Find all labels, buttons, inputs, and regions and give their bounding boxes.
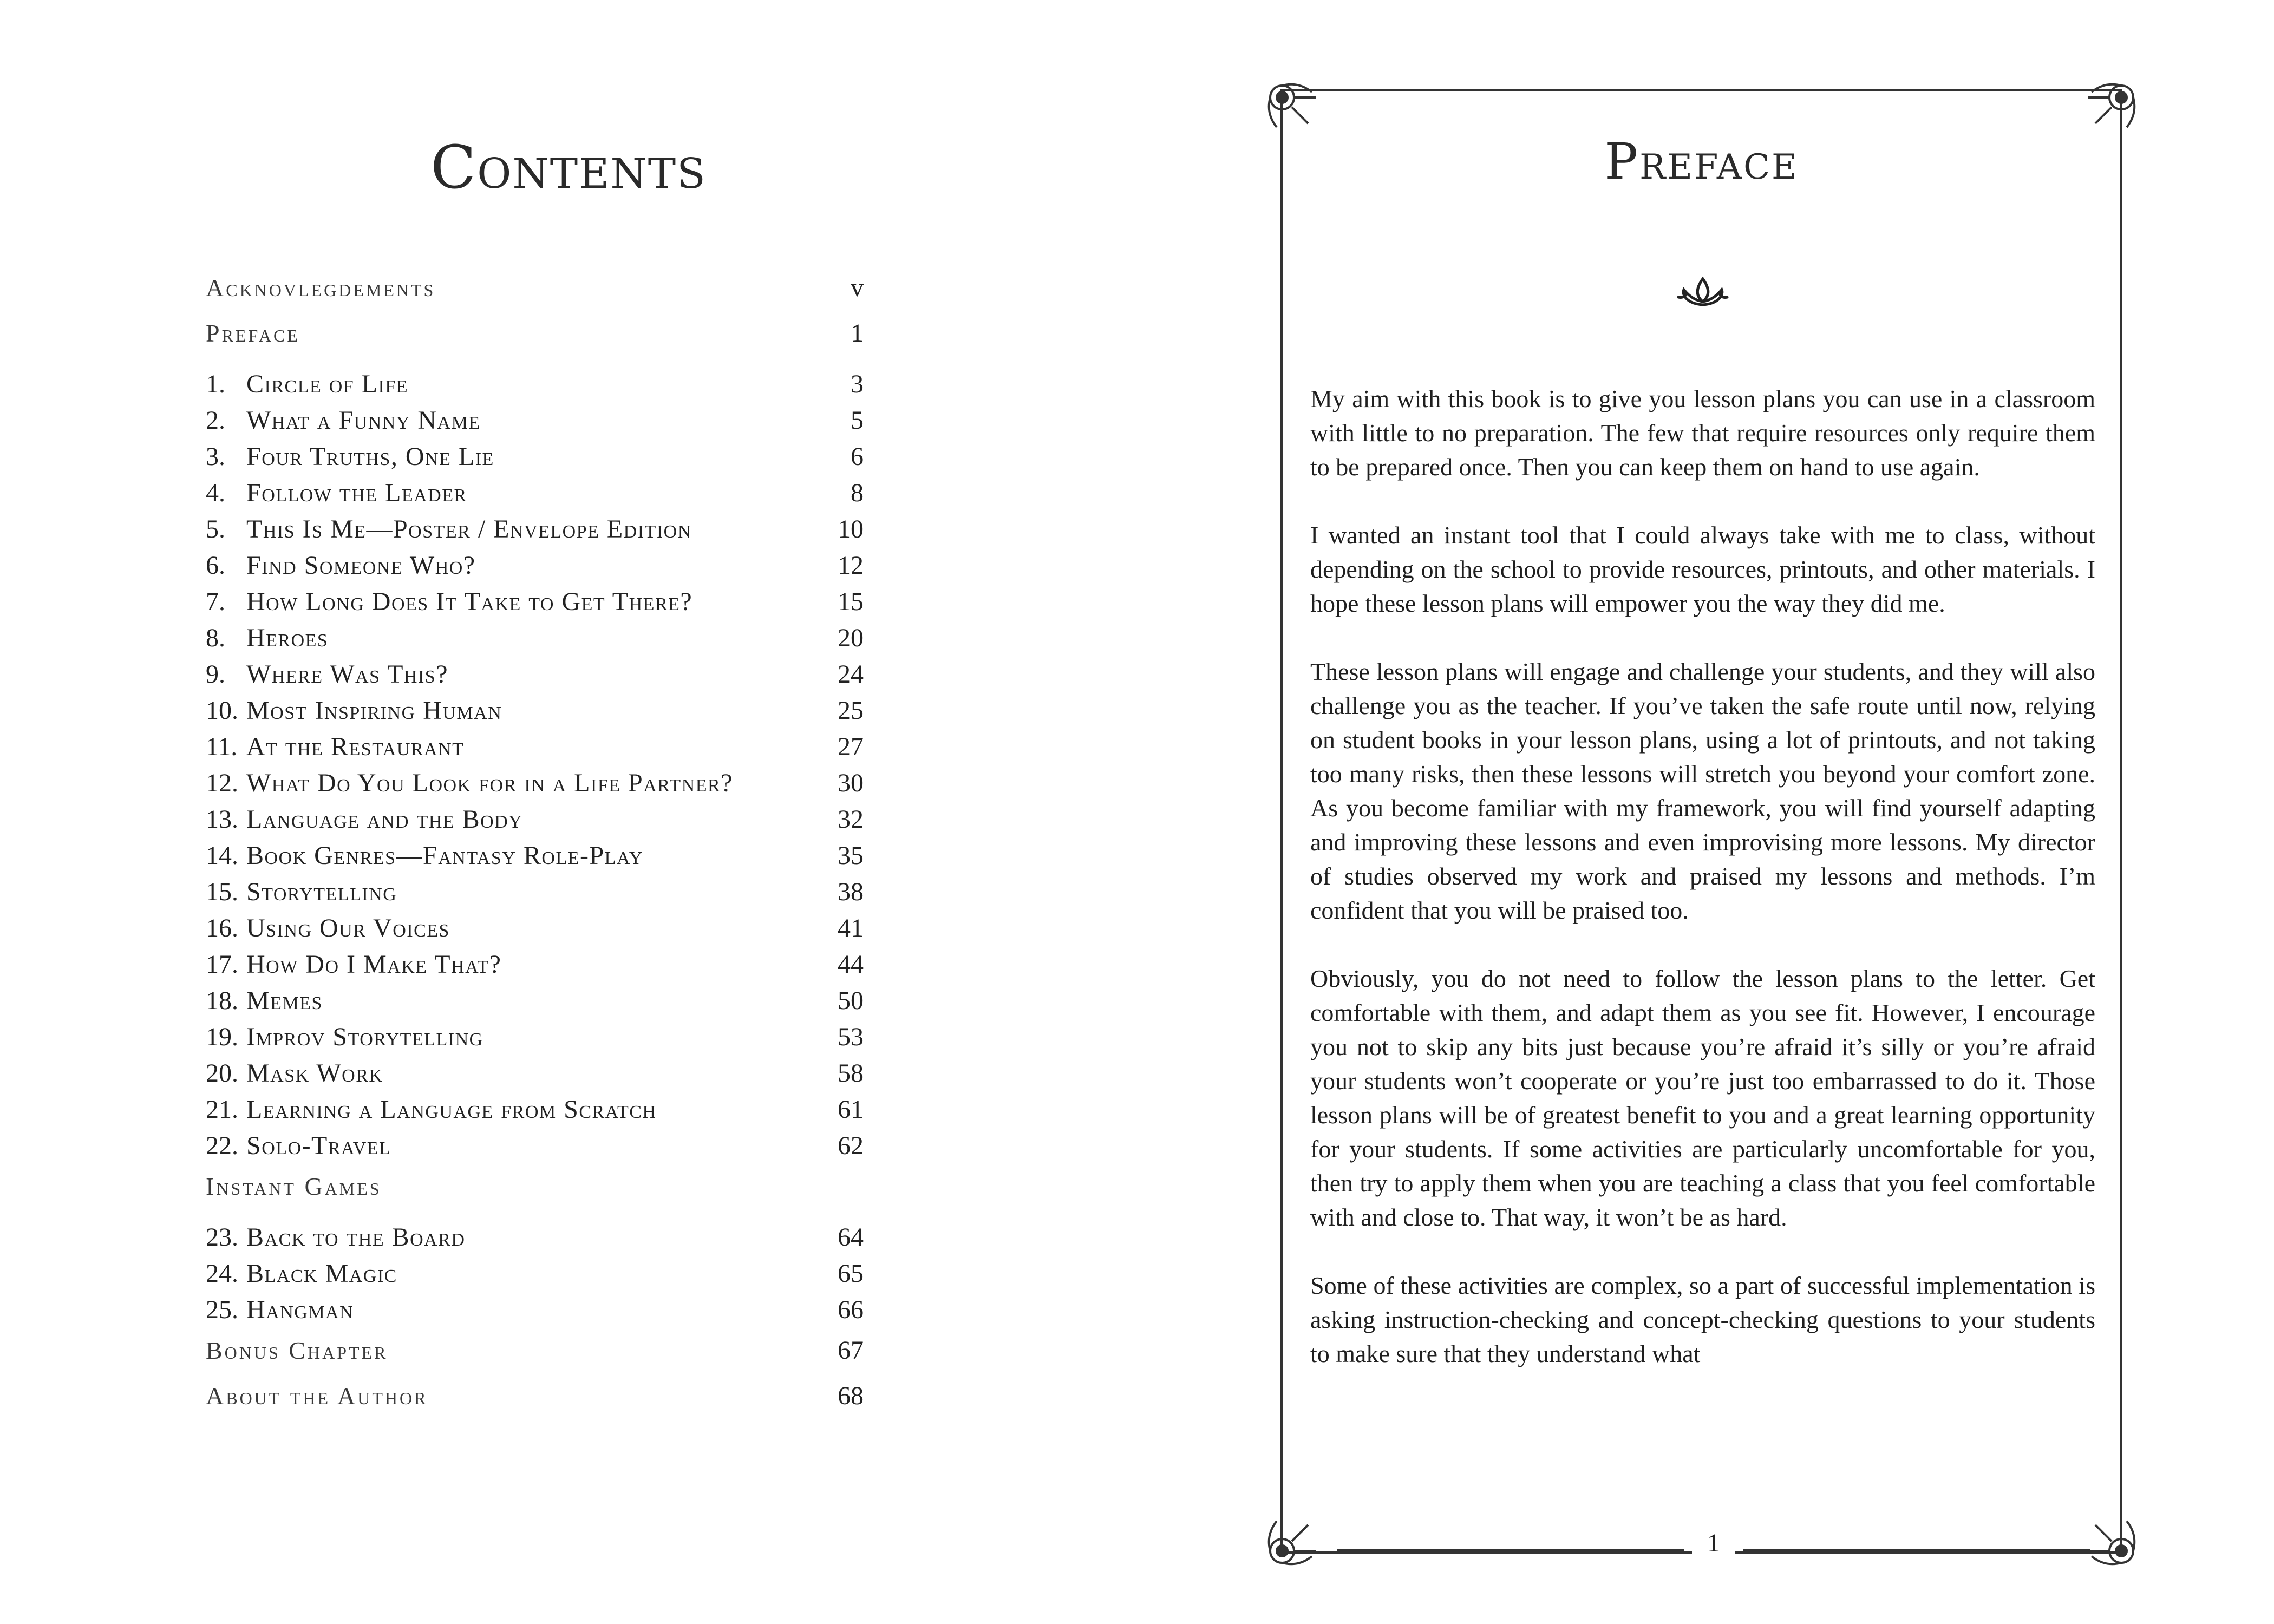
toc-entry-title: Follow the Leader (246, 479, 467, 507)
toc-page-number: 68 (838, 1381, 864, 1410)
toc-chapter-number: 15. (206, 878, 238, 906)
toc-chapter-row[interactable] (206, 656, 864, 692)
toc-page-number: 12 (838, 551, 864, 580)
toc-chapter-number: 13. (206, 805, 238, 834)
toc-section-row[interactable] (206, 1164, 864, 1209)
toc-chapter-number: 24. (206, 1259, 238, 1288)
toc-entry-title: Bonus Chapter (206, 1337, 388, 1364)
preface-body (1310, 382, 2095, 1371)
toc-chapter-number: 14. (206, 841, 238, 870)
toc-chapter-number: 2. (206, 406, 225, 435)
toc-chapter-row[interactable] (206, 837, 864, 874)
preface-paragraph: Obviously, you do not need to follow the lesson plans to the letter. Get comfortable with them, and adapt them as you see fit. However, I encourage you not to skip any bits just because you’re afraid it’s silly or you’re afraid your students won’t cooperate or you’re just too embarrassed to do it. Those lesson plans will be of greatest benefit to you and a great learning opportunity for your students. If some activities are particularly uncomfortable for you, then try to apply them when you are teaching a class that you feel comfortable with and close to. That way, it won’t be as hard. (1310, 965, 2095, 1231)
toc-entry-title: Heroes (246, 624, 329, 652)
toc-entry-title: Memes (246, 986, 323, 1015)
toc-entry-title: How Long Does It Take to Get There? (246, 587, 693, 616)
toc-page-number: 38 (838, 878, 864, 906)
toc-entry-title: Where Was This? (246, 660, 449, 689)
toc-entry-title: Learning a Language from Scratch (246, 1095, 657, 1124)
preface-title: Preface (1604, 133, 1799, 191)
lotus-ornament-icon (1673, 273, 1733, 311)
toc-chapter-row[interactable] (206, 1128, 864, 1164)
toc-entry-title: Four Truths, One Lie (246, 442, 494, 471)
toc-entry-title: Using Our Voices (246, 914, 450, 942)
toc-chapter-row[interactable] (206, 366, 864, 402)
toc-section-row[interactable] (206, 265, 864, 311)
toc-page-number: v (851, 273, 864, 302)
toc-entry-title: Book Genres—Fantasy Role-Play (246, 841, 643, 870)
toc-entry-title: Language and the Body (246, 805, 523, 834)
toc-page-number: 20 (838, 624, 864, 652)
toc-page-number: 58 (838, 1059, 864, 1088)
contents-title: Contents (430, 133, 707, 202)
toc-chapter-number: 4. (206, 479, 225, 507)
toc-chapter-number: 21. (206, 1095, 238, 1124)
toc-chapter-row[interactable] (206, 402, 864, 438)
toc-chapter-number: 17. (206, 950, 238, 979)
toc-entry-title: Black Magic (246, 1259, 397, 1288)
toc-chapter-number: 5. (206, 515, 225, 543)
toc-chapter-row[interactable] (206, 475, 864, 511)
toc-chapter-number: 10. (206, 696, 238, 725)
toc-entry-title: Improv Storytelling (246, 1023, 483, 1051)
toc-chapter-number: 25. (206, 1295, 238, 1324)
toc-chapter-number: 6. (206, 551, 225, 580)
toc-chapter-number: 8. (206, 624, 225, 652)
toc-chapter-row[interactable] (206, 584, 864, 620)
toc-chapter-number: 3. (206, 442, 225, 471)
toc-entry-title: How Do I Make That? (246, 950, 502, 979)
toc-chapter-number: 20. (206, 1059, 238, 1088)
toc-chapter-row[interactable] (206, 729, 864, 765)
toc-entry-title: Circle of Life (246, 370, 409, 398)
toc-page-number: 25 (838, 696, 864, 725)
toc-chapter-number: 22. (206, 1131, 238, 1160)
toc-page-number: 1 (851, 319, 864, 348)
toc-page-number: 66 (838, 1295, 864, 1324)
toc-chapter-row[interactable] (206, 983, 864, 1019)
toc-entry-title: Preface (206, 319, 300, 347)
toc-page-number: 50 (838, 986, 864, 1015)
toc-entry-title: At the Restaurant (246, 732, 465, 761)
toc-page-number: 53 (838, 1023, 864, 1051)
toc-entry-title: What a Funny Name (246, 406, 481, 435)
toc-page-number: 61 (838, 1095, 864, 1124)
toc-chapter-row[interactable] (206, 1091, 864, 1128)
toc-chapter-number: 19. (206, 1023, 238, 1051)
toc-entry-title: Mask Work (246, 1059, 383, 1088)
toc-section-row[interactable] (206, 311, 864, 356)
toc-page-number: 6 (851, 442, 864, 471)
toc-entry-title: Find Someone Who? (246, 551, 476, 580)
toc-chapter-number: 12. (206, 769, 238, 797)
toc-page-number: 62 (838, 1131, 864, 1160)
toc-page-number: 32 (838, 805, 864, 834)
toc-entry-title: This Is Me—Poster / Envelope Edition (246, 515, 692, 543)
toc-chapter-row[interactable] (206, 1292, 864, 1328)
toc-chapter-row[interactable] (206, 801, 864, 837)
corner-ornament-icon (1260, 1513, 1320, 1573)
toc-page-number: 10 (838, 515, 864, 543)
corner-ornament-icon (2083, 76, 2143, 135)
toc-entry-title: Hangman (246, 1295, 354, 1324)
toc-chapter-row[interactable] (206, 1255, 864, 1292)
toc-entry-title: Back to the Board (246, 1223, 466, 1252)
toc-page-number: 24 (838, 660, 864, 689)
toc-chapter-number: 9. (206, 660, 225, 689)
table-of-contents (206, 265, 864, 1419)
toc-chapter-row[interactable] (206, 692, 864, 729)
toc-chapter-row[interactable] (206, 946, 864, 983)
toc-page-number: 41 (838, 914, 864, 942)
toc-page-number: 15 (838, 587, 864, 616)
toc-chapter-row[interactable] (206, 910, 864, 946)
toc-chapter-row[interactable] (206, 874, 864, 910)
toc-chapter-row[interactable] (206, 1055, 864, 1091)
toc-entry-title: Acknovlegdements (206, 274, 436, 302)
toc-chapter-row[interactable] (206, 511, 864, 547)
toc-section-row[interactable] (206, 1328, 864, 1373)
preface-paragraph: Some of these activities are complex, so a part of successful implementation is asking instruction-checking and concept-checking questions to your students to make sure that they understand what (1310, 1272, 2095, 1367)
preface-paragraph: My aim with this book is to give you lesson plans you can use in a classroom with little to no preparation. The few that require resources only require them to be prepared once. Then you can keep them on hand to use again. (1310, 385, 2095, 481)
toc-chapter-row[interactable] (206, 1219, 864, 1255)
toc-chapter-number: 11. (206, 732, 238, 761)
toc-chapter-number: 1. (206, 370, 225, 398)
toc-entry-title: Solo-Travel (246, 1131, 391, 1160)
preface-paragraph: I wanted an instant tool that I could always take with me to class, without depending on the school to provide resources, printouts, and other materials. I hope these lesson plans will empower you the way they did me. (1310, 521, 2095, 617)
toc-chapter-row[interactable] (206, 620, 864, 656)
toc-page-number: 44 (838, 950, 864, 979)
toc-page-number: 30 (838, 769, 864, 797)
toc-entry-title: About the Author (206, 1382, 428, 1410)
toc-chapter-number: 23. (206, 1223, 238, 1252)
toc-chapter-number: 7. (206, 587, 225, 616)
corner-ornament-icon (2083, 1513, 2143, 1573)
footer-rule-right (1743, 1549, 2090, 1551)
toc-page-number: 65 (838, 1259, 864, 1288)
toc-page-number: 3 (851, 370, 864, 398)
toc-page-number: 8 (851, 479, 864, 507)
toc-entry-title: Most Inspiring Human (246, 696, 502, 725)
toc-chapter-row[interactable] (206, 765, 864, 801)
toc-entry-title: Storytelling (246, 878, 397, 906)
footer-rule-left (1337, 1549, 1684, 1551)
toc-page-number: 67 (838, 1336, 864, 1365)
toc-page-number: 35 (838, 841, 864, 870)
toc-entry-title: Instant Games (206, 1173, 382, 1200)
preface-paragraph: These lesson plans will engage and challenge your students, and they will also challenge you as the teacher. If you’ve taken the safe route until now, relying on student books in your lesson plans, using a lot of printouts, and not taking too many risks, then these lessons will stretch you beyond your comfort zone. As you become familiar with my framework, you will find yourself adapting and improving these lessons and even improvising more lessons. My director of studies observed my work and praised my lessons and methods. I’m confident that you will be praised too. (1310, 658, 2095, 924)
page-number: 1 (1692, 1528, 1735, 1558)
toc-page-number: 27 (838, 732, 864, 761)
toc-entry-title: What Do You Look for in a Life Partner? (246, 769, 733, 797)
toc-section-row[interactable] (206, 1373, 864, 1419)
toc-chapter-number: 16. (206, 914, 238, 942)
toc-chapter-row[interactable] (206, 547, 864, 584)
toc-page-number: 64 (838, 1223, 864, 1252)
corner-ornament-icon (1260, 76, 1320, 135)
toc-page-number: 5 (851, 406, 864, 435)
toc-chapter-row[interactable] (206, 1019, 864, 1055)
toc-chapter-row[interactable] (206, 438, 864, 475)
toc-chapter-number: 18. (206, 986, 238, 1015)
